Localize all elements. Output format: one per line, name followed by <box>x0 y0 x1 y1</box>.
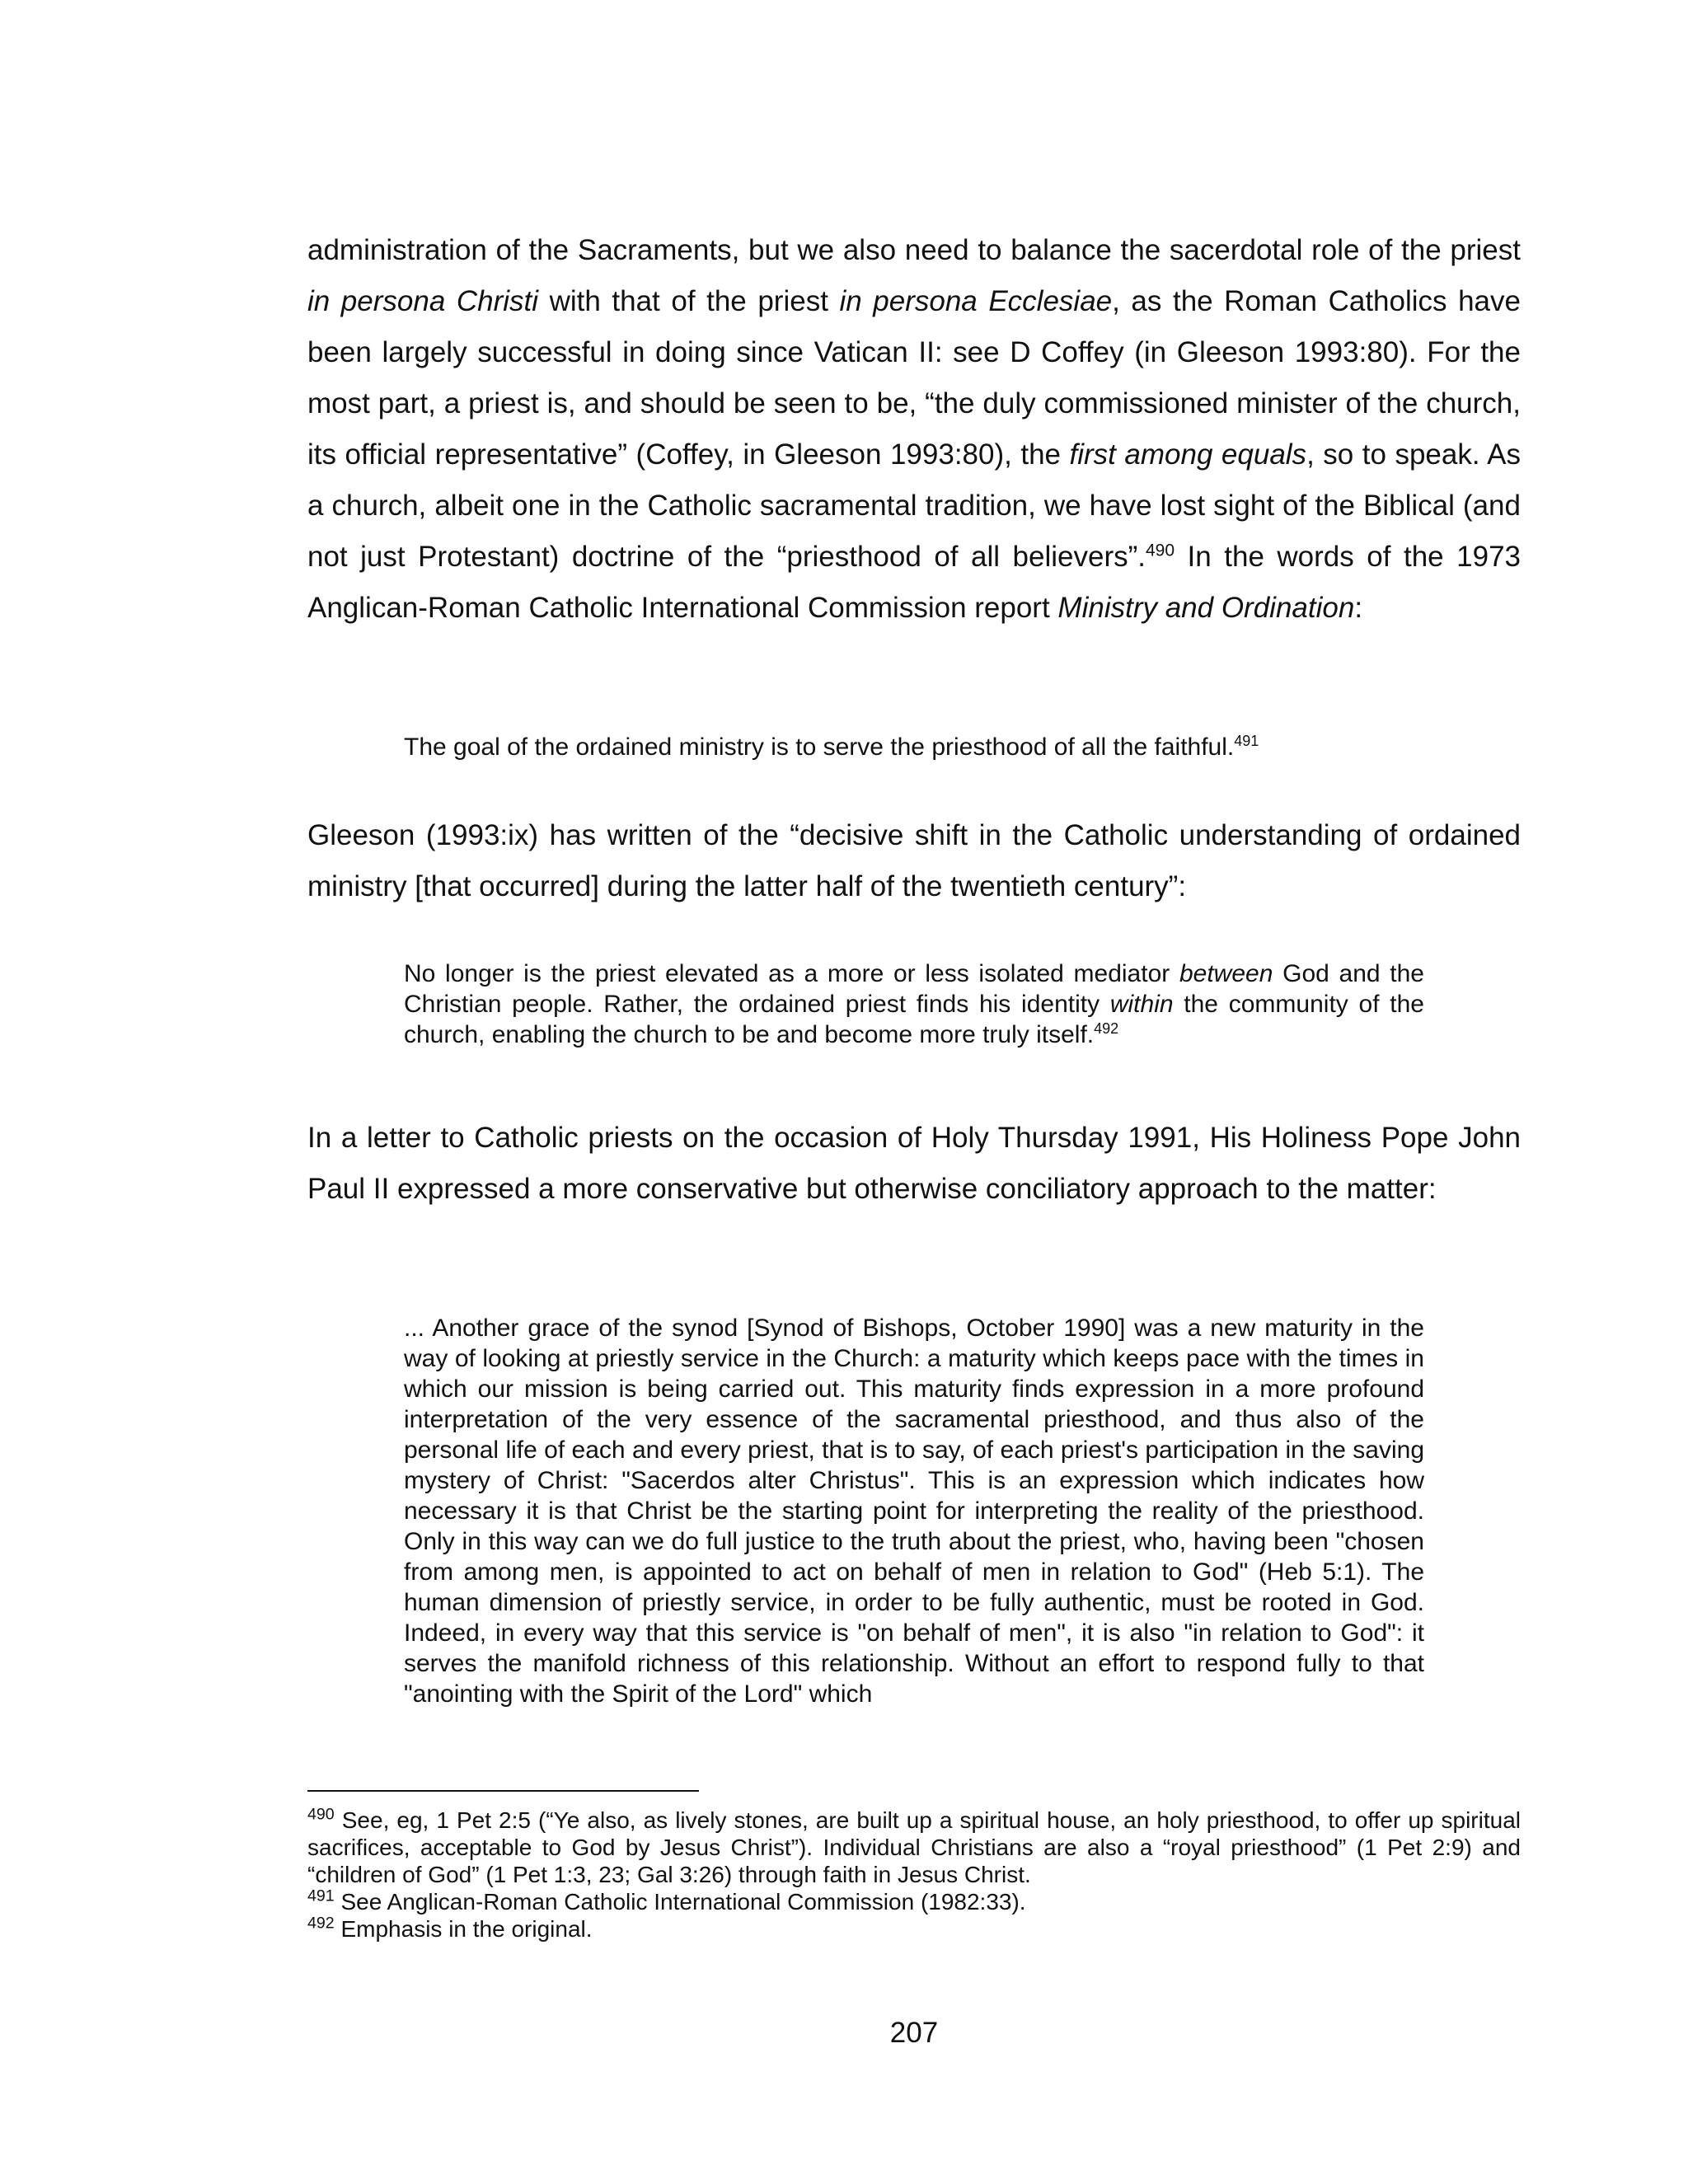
text-run: , so to speak. As a church, albeit one in the Catholic sacramental tradition, we have lost sight of the Biblical (and not just Protestant) doctrine of the “priesthood of all believers”. <box>307 438 1521 573</box>
block-quote-1 <box>404 732 1424 762</box>
footnote-number: 491 <box>307 1886 335 1905</box>
body-paragraph-1 <box>307 225 1521 634</box>
footnote-divider <box>307 1790 699 1792</box>
quote-text: No longer is the priest elevated as a more or less isolated mediator <box>404 960 1179 987</box>
block-quote-2 <box>404 958 1424 1050</box>
italic-text: between <box>1179 960 1273 987</box>
text-run: In a letter to Catholic priests on the occasion of Holy Thursday 1991, His Holiness Pope John Paul II expressed a more conservative but otherwise conciliatory approach to the matter: <box>307 1122 1521 1205</box>
page-number: 207 <box>889 2017 939 2049</box>
footnote-ref-492[interactable]: 492 <box>1094 1020 1119 1037</box>
italic-text: in persona Christi <box>307 285 539 317</box>
footnote-number: 490 <box>307 1805 335 1824</box>
footnote-text: See, eg, 1 Pet 2:5 (“Ye also, as lively stones, are built up a spiritual house, an holy priesthood, to offer up spiritual sacrifices, acceptable to God by Jesus Christ”). Individual Christians are also a “royal priesthood” (1 Pet 2:9) and “children of God” (1 Pet 1:3, 23; Gal 3:26) through faith in Jesus Christ. <box>307 1807 1521 1887</box>
text-run: In the words of the 1973 Anglican-Roman Catholic International Commission report <box>307 541 1521 624</box>
footnote-number: 492 <box>307 1914 335 1933</box>
footnote-text: See Anglican-Roman Catholic International Commission (1982:33). <box>334 1889 1026 1915</box>
quote-text: The goal of the ordained ministry is to serve the priesthood of all the faithful. <box>404 733 1235 761</box>
text-run: administration of the Sacraments, but we also need to balance the sacerdotal role of the priest <box>307 234 1521 266</box>
body-paragraph-2 <box>307 810 1521 912</box>
text-run: with that of the priest <box>538 285 840 317</box>
footnote-text: Emphasis in the original. <box>334 1916 593 1942</box>
italic-text: first among equals <box>1069 438 1307 471</box>
italic-text: in persona Ecclesiae <box>839 285 1113 317</box>
footnote-491 <box>307 1888 1521 1915</box>
body-paragraph-3 <box>307 1113 1521 1215</box>
block-quote-3 <box>404 1313 1424 1709</box>
italic-text: Ministry and Ordination <box>1057 592 1355 624</box>
footnote-ref-490[interactable]: 490 <box>1146 541 1175 560</box>
footnotes-section <box>307 1790 1521 1943</box>
quote-text: God and the Christian people. Rather, the ordained priest finds his identity <box>404 960 1424 1018</box>
footnote-ref-491[interactable]: 491 <box>1234 733 1259 749</box>
text-run: Gleeson (1993:ix) has written of the “decisive shift in the Catholic understanding of ordained ministry [that occurred] during the latter half of the twentieth century”: <box>307 819 1521 902</box>
text-run: : <box>1354 592 1363 624</box>
footnote-492 <box>307 1915 1521 1943</box>
footnote-490 <box>307 1807 1521 1888</box>
quote-text: ... Another grace of the synod [Synod of Bishops, October 1990] was a new maturity in the way of looking at priestly service in the Church: a maturity which keeps pace with the times in which our mission is being carried out. This maturity finds expression in a more profound interpretation of the very essence of the sacramental priesthood, and thus also of the personal life of each and every priest, that is to say, of each priest's participation in the saving mystery of Christ: "Sacerdos alter Christus". This is an expression which indicates how necessary it is that Christ be the starting point for interpreting the reality of the priesthood. Only in this way can we do full justice to the truth about the priest, who, having been "chosen from among men, is appointed to act on behalf of men in relation to God" (Heb 5:1). The human dimension of priestly service, in order to be fully authentic, must be rooted in God. Indeed, in every way that this service is "on behalf of men", it is also "in relation to God": it serves the manifold richness of this relationship. Without an effort to respond fully to that "anointing with the Spirit of the Lord" which <box>404 1315 1424 1708</box>
italic-text: within <box>1109 991 1174 1018</box>
quote-text: the community of the church, enabling the church to be and become more truly itself. <box>404 991 1424 1048</box>
text-run: , as the Roman Catholics have been largely successful in doing since Vatican II: see D Coffey (in Gleeson 1993:80). For the most part, a priest is, and should be seen to be, “the duly commissioned minister of the church, its official representative” (Coffey, in Gleeson 1993:80), the <box>307 285 1521 471</box>
